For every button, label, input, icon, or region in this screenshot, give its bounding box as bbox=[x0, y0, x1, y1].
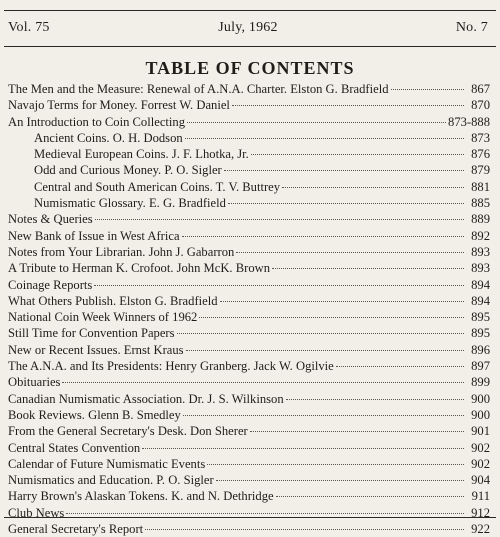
dot-leader bbox=[177, 333, 464, 334]
dot-leader bbox=[272, 268, 464, 269]
table-of-contents bbox=[8, 81, 490, 537]
toc-entry bbox=[8, 391, 490, 407]
toc-entry-title: Notes from Your Librarian. John J. Gabarron bbox=[8, 244, 235, 259]
dot-leader bbox=[95, 219, 464, 220]
toc-entry bbox=[8, 358, 490, 374]
toc-entry-title: Notes & Queries bbox=[8, 212, 93, 227]
toc-entry-page: 885 bbox=[471, 196, 490, 211]
toc-entry bbox=[8, 130, 490, 146]
toc-entry bbox=[8, 423, 490, 439]
top-rule bbox=[4, 10, 496, 11]
dot-leader bbox=[282, 187, 464, 188]
toc-entry bbox=[8, 81, 490, 97]
toc-entry bbox=[8, 179, 490, 195]
toc-entry-title: Calendar of Future Numismatic Events bbox=[8, 456, 206, 471]
toc-entry-page: 900 bbox=[471, 407, 490, 422]
toc-entry-page: 879 bbox=[471, 163, 490, 178]
toc-entry-title: Canadian Numismatic Association. Dr. J. S. Wilkinson bbox=[8, 391, 284, 406]
dot-leader bbox=[220, 301, 464, 302]
toc-entry bbox=[8, 342, 490, 358]
dot-leader bbox=[216, 480, 464, 481]
toc-entry-page: 881 bbox=[471, 179, 490, 194]
toc-entry bbox=[8, 97, 490, 113]
dot-leader bbox=[186, 350, 464, 351]
toc-entry bbox=[8, 277, 490, 293]
issue-header bbox=[8, 18, 488, 38]
dot-leader bbox=[66, 513, 464, 514]
toc-entry-title: Numismatics and Education. P. O. Sigler bbox=[8, 473, 214, 488]
dot-leader bbox=[236, 252, 464, 253]
toc-entry bbox=[8, 260, 490, 276]
dot-leader bbox=[62, 382, 464, 383]
toc-entry bbox=[8, 521, 490, 537]
toc-entry-title: Central States Convention bbox=[8, 440, 141, 455]
toc-entry-page: 870 bbox=[471, 98, 490, 113]
dot-leader bbox=[142, 448, 464, 449]
dot-leader bbox=[250, 431, 464, 432]
dot-leader bbox=[286, 399, 464, 400]
toc-entry-title: The A.N.A. and Its Presidents: Henry Granberg. Jack W. Ogilvie bbox=[8, 359, 334, 374]
dot-leader bbox=[391, 89, 464, 90]
toc-entry bbox=[8, 195, 490, 211]
toc-entry-page: 902 bbox=[471, 440, 490, 455]
toc-entry-page: 895 bbox=[471, 326, 490, 341]
dot-leader bbox=[199, 317, 464, 318]
dot-leader bbox=[251, 154, 464, 155]
dot-leader bbox=[228, 203, 464, 204]
toc-entry-title: Navajo Terms for Money. Forrest W. Daniel bbox=[8, 98, 230, 113]
dot-leader bbox=[207, 464, 464, 465]
dot-leader bbox=[183, 415, 464, 416]
toc-entry-title: Harry Brown's Alaskan Tokens. K. and N. Dethridge bbox=[8, 489, 274, 504]
dot-leader bbox=[187, 122, 446, 123]
toc-entry-page: 900 bbox=[471, 391, 490, 406]
toc-entry-page: 922 bbox=[471, 522, 490, 537]
toc-entry bbox=[8, 146, 490, 162]
dot-leader bbox=[185, 138, 464, 139]
toc-entry-title: Odd and Curious Money. P. O. Sigler bbox=[34, 163, 222, 178]
toc-entry-page: 873-888 bbox=[448, 114, 490, 129]
toc-entry bbox=[8, 505, 490, 521]
dot-leader bbox=[336, 366, 464, 367]
toc-entry-page: 902 bbox=[471, 456, 490, 471]
toc-entry-page: 889 bbox=[471, 212, 490, 227]
toc-entry-title: National Coin Week Winners of 1962 bbox=[8, 310, 198, 325]
toc-entry-title: Medieval European Coins. J. F. Lhotka, Jr. bbox=[34, 147, 249, 162]
toc-entry-page: 894 bbox=[471, 293, 490, 308]
toc-entry-title: From the General Secretary's Desk. Don Sherer bbox=[8, 424, 248, 439]
dot-leader bbox=[276, 496, 464, 497]
toc-entry bbox=[8, 488, 490, 504]
page-title: TABLE OF CONTENTS bbox=[145, 58, 355, 78]
toc-entry-title: General Secretary's Report bbox=[8, 522, 144, 537]
toc-entry-page: 901 bbox=[471, 424, 490, 439]
toc-entry bbox=[8, 211, 490, 227]
toc-entry-page: 876 bbox=[471, 147, 490, 162]
toc-entry-title: New Bank of Issue in West Africa bbox=[8, 228, 180, 243]
toc-entry-title: What Others Publish. Elston G. Bradfield bbox=[8, 293, 218, 308]
toc-entry-title: Ancient Coins. O. H. Dodson bbox=[34, 130, 183, 145]
issue-number: No. 7 bbox=[455, 20, 488, 35]
toc-entry bbox=[8, 325, 490, 341]
toc-entry-title: The Men and the Measure: Renewal of A.N.A. Charter. Elston G. Bradfield bbox=[8, 82, 389, 96]
toc-entry-title: An Introduction to Coin Collecting bbox=[8, 114, 185, 129]
toc-entry-title: Still Time for Convention Papers bbox=[8, 326, 175, 341]
toc-entry bbox=[8, 114, 490, 130]
toc-entry-page: 895 bbox=[471, 310, 490, 325]
toc-entry-page: 893 bbox=[471, 244, 490, 259]
toc-entry bbox=[8, 374, 490, 390]
volume-label: Vol. 75 bbox=[8, 20, 50, 35]
toc-entry-title: Obituaries bbox=[8, 375, 61, 390]
toc-entry-title: Club News bbox=[8, 505, 65, 520]
toc-entry bbox=[8, 162, 490, 178]
toc-entry-title: Numismatic Glossary. E. G. Bradfield bbox=[34, 196, 226, 211]
toc-entry-title: A Tribute to Herman K. Crofoot. John McK. Brown bbox=[8, 261, 271, 276]
toc-entry-page: 867 bbox=[471, 82, 490, 96]
toc-entry-page: 899 bbox=[471, 375, 490, 390]
dot-leader bbox=[145, 529, 464, 530]
toc-entry bbox=[8, 293, 490, 309]
toc-entry bbox=[8, 309, 490, 325]
toc-entry-page: 894 bbox=[471, 277, 490, 292]
dot-leader bbox=[182, 236, 464, 237]
toc-entry-title: Coinage Reports bbox=[8, 277, 93, 292]
toc-entry-page: 911 bbox=[471, 489, 490, 504]
toc-entry bbox=[8, 456, 490, 472]
toc-entry bbox=[8, 472, 490, 488]
toc-entry-page: 893 bbox=[471, 261, 490, 276]
toc-entry-page: 912 bbox=[471, 505, 490, 520]
dot-leader bbox=[224, 170, 464, 171]
toc-entry-page: 892 bbox=[471, 228, 490, 243]
bottom-rule bbox=[4, 517, 496, 518]
toc-entry-page: 904 bbox=[471, 473, 490, 488]
toc-entry-title: New or Recent Issues. Ernst Kraus bbox=[8, 342, 184, 357]
header-rule bbox=[4, 46, 496, 47]
dot-leader bbox=[232, 105, 464, 106]
toc-entry bbox=[8, 244, 490, 260]
issue-date: July, 1962 bbox=[218, 20, 278, 35]
toc-entry bbox=[8, 407, 490, 423]
toc-entry bbox=[8, 440, 490, 456]
toc-entry bbox=[8, 228, 490, 244]
toc-entry-title: Central and South American Coins. T. V. Buttrey bbox=[34, 179, 281, 194]
toc-entry-page: 896 bbox=[471, 342, 490, 357]
toc-entry-page: 873 bbox=[471, 130, 490, 145]
toc-entry-title: Book Reviews. Glenn B. Smedley bbox=[8, 407, 181, 422]
dot-leader bbox=[94, 285, 464, 286]
toc-entry-page: 897 bbox=[471, 359, 490, 374]
